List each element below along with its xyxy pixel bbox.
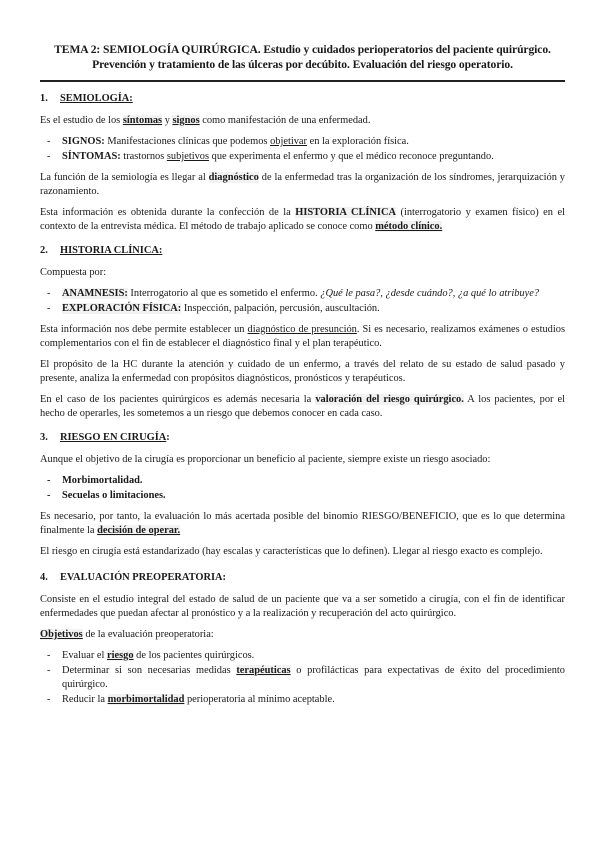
s3-list	[40, 474, 565, 503]
s2-paragraph-2: El propósito de la HC durante la atención y cuidado de un enfermo, a través del relato de su estado de salud pasado y presente, analiza la enfermedad con propósitos diagnósticos, pronósticos y terapéuticos.	[40, 359, 565, 384]
list-item: - Reducir la morbimortalidad perioperatoria al mínimo aceptable.	[40, 693, 565, 707]
s3-paragraph-3: El riesgo en cirugía está estandarizado (hay escalas y características que lo definen). Llegar al riesgo exacto es complejo.	[40, 546, 543, 557]
s4-paragraph-1: Consiste en el estudio integral del estado de salud de un paciente que va a ser sometido a cirugía, con el fin de identificar enfermedades que puedan afectar al pronóstico y a la realización y recuperación del acto quirúrgico.	[40, 594, 565, 619]
document-body	[40, 92, 565, 714]
s3-paragraph-2: Es necesario, por tanto, la evaluación lo más acertada posible del binomio RIESGO/BENEFICIO, que es lo que determina finalmente la decisión de operar.	[40, 511, 565, 536]
s3-paragraph-1: Aunque el objetivo de la cirugía es proporcionar un beneficio al paciente, siempre existe un riesgo asociado:	[40, 454, 491, 465]
title-divider	[40, 80, 565, 82]
list-item: - Determinar si son necesarias medidas terapéuticas o profilácticas para expectativas de éxito del procedimiento quirúrgico.	[40, 664, 565, 692]
s1-paragraph-3: Esta información es obtenida durante la confección de la HISTORIA CLÍNICA (interrogatorio y examen físico) en el contexto de la entrevista médica. El método de trabajo aplicado se conoce como método clínico.	[40, 207, 565, 232]
list-item: - ANAMNESIS: Interrogatorio al que es sometido el enfermo. ¿Qué le pasa?, ¿desde cuándo?, ¿a qué lo atribuye?	[40, 287, 565, 301]
s1-list	[40, 135, 565, 164]
list-item: - SÍNTOMAS: trastornos subjetivos que experimenta el enfermo y que el médico reconoce preguntando.	[40, 150, 565, 164]
section-2-heading: 2. HISTORIA CLÍNICA:	[40, 245, 163, 256]
s1-paragraph-2: La función de la semiología es llegar al diagnóstico de la enfermedad tras la organización de los síndromes, jerarquización y razonamiento.	[40, 172, 565, 197]
list-item: - Secuelas o limitaciones.	[40, 489, 565, 503]
s4-list	[40, 649, 565, 707]
s2-paragraph-3: En el caso de los pacientes quirúrgicos es además necesaria la valoración del riesgo quirúrgico. A los pacientes, por el hecho de operarles, les sometemos a un riesgo que debemos conocer en cada caso.	[40, 394, 565, 419]
section-4-heading: 4. EVALUACIÓN PREOPERATORIA:	[40, 572, 226, 583]
s2-paragraph-1: Esta información nos debe permite establecer un diagnóstico de presunción. Si es necesario, realizamos exámenes o estudios complementarios con el fin de establecer el diagnóstico final y el plan terapéutico.	[40, 324, 566, 349]
list-item: - Evaluar el riesgo de los pacientes quirúrgicos.	[40, 649, 565, 663]
s2-list	[40, 287, 565, 316]
list-item: - SIGNOS: Manifestaciones clínicas que podemos objetivar en la exploración física.	[40, 135, 565, 149]
s4-objectives-label: Objetivos de la evaluación preoperatoria:	[40, 629, 214, 640]
title-line-2: Prevención y tratamiento de las úlceras por decúbito. Evaluación del riesgo operatorio.	[92, 58, 513, 71]
list-item: - EXPLORACIÓN FÍSICA: Inspección, palpación, percusión, auscultación.	[40, 302, 565, 316]
list-item: - Morbimortalidad.	[40, 474, 565, 488]
section-1-heading: 1. SEMIOLOGÍA:	[40, 93, 133, 104]
title-line-1: TEMA 2: SEMIOLOGÍA QUIRÚRGICA. Estudio y cuidados perioperatorios del paciente quirúrgico.	[54, 43, 551, 56]
s1-paragraph-1: Es el estudio de los síntomas y signos como manifestación de una enfermedad.	[40, 115, 371, 126]
document-title	[40, 42, 565, 72]
section-3-heading: 3. RIESGO EN CIRUGÍA:	[40, 432, 170, 443]
s2-intro: Compuesta por:	[40, 267, 107, 278]
